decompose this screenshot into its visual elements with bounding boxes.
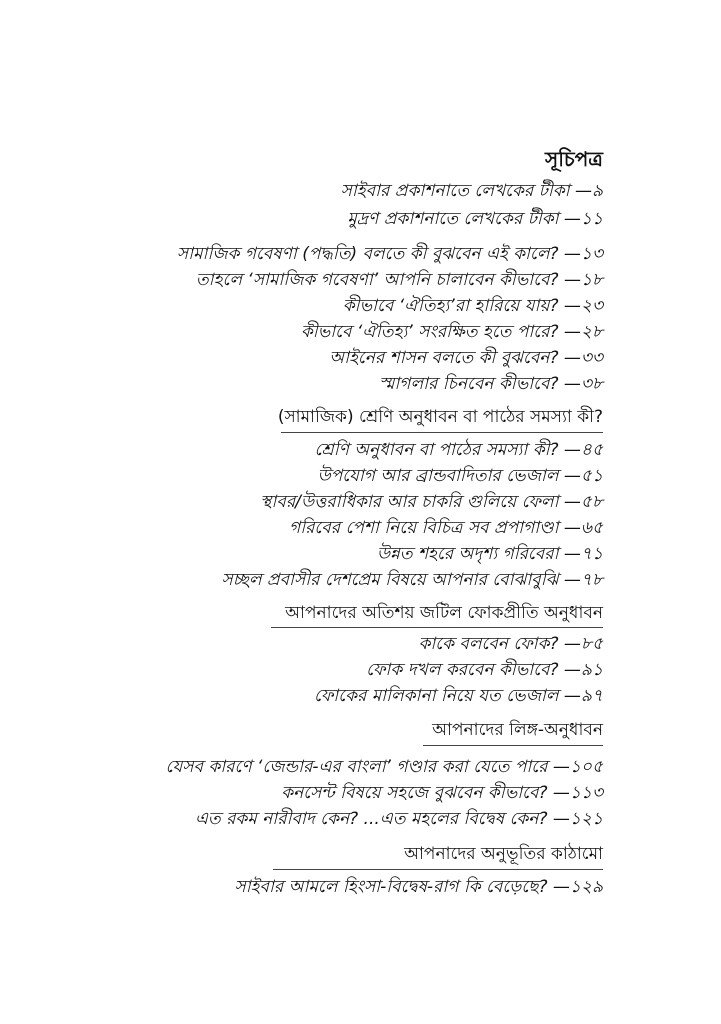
toc-entry: উপযোগ আর ব্রান্ডবাদিতার ভেজাল —৫১ bbox=[317, 466, 603, 486]
toc-entry: সাইবার প্রকাশনাতে লেখকের টীকা —৯ bbox=[340, 181, 603, 201]
section-heading: আপনাদের লিঙ্গ-অনুধাবন bbox=[432, 720, 603, 740]
page-title: সূচিপত্র bbox=[545, 147, 603, 171]
toc-entry: কনসেন্ট বিষয়ে সহজে বুঝবেন কীভাবে? —১১৩ bbox=[281, 783, 603, 803]
toc-entry: স্মাগলার চিনবেন কীভাবে? —৩৮ bbox=[378, 374, 603, 394]
toc-entry: এত রকম নারীবাদ কেন? ...এত মহলের বিদ্বেষ কেন? —১২১ bbox=[194, 809, 603, 829]
section-divider bbox=[423, 745, 603, 746]
toc-entry: ফোকের মালিকানা নিয়ে যত ভেজাল —৯৭ bbox=[313, 686, 603, 706]
toc-entry: উন্নত শহরে অদৃশ্য গরিবেরা —৭১ bbox=[376, 544, 603, 564]
toc-entry: স্থাবর/উত্তরাধিকার আর চাকরি গুলিয়ে ফেলা —৫৮ bbox=[260, 492, 603, 512]
toc-entry: ফোক দখল করবেন কীভাবে? —৯১ bbox=[366, 660, 603, 680]
section-divider bbox=[273, 869, 603, 870]
toc-entry: সামাজিক গবেষণা (পদ্ধতি) বলতে কী বুঝবেন এই কালে? —১৩ bbox=[176, 244, 603, 264]
toc-entry: সাইবার আমলে হিংসা-বিদ্বেষ-রাগ কি বেড়েছে? —১২৯ bbox=[234, 877, 603, 897]
toc-entry: তাহলে ‘সামাজিক গবেষণা’ আপনি চালাবেন কীভাবে? —১৮ bbox=[195, 270, 603, 290]
toc-entry: সচ্ছল প্রবাসীর দেশপ্রেম বিষয়ে আপনার বোঝাবুঝি —৭৮ bbox=[221, 570, 603, 590]
toc-entry: কাকে বলবেন ফোক? —৮৫ bbox=[418, 634, 603, 654]
section-heading: (সামাজিক) শ্রেণি অনুধাবন বা পাঠের সমস্যা কী? bbox=[277, 407, 603, 427]
section-heading: আপনাদের অতিশয় জটিল ফোকপ্রীতি অনুধাবন bbox=[285, 603, 603, 623]
toc-entry: যেসব কারণে ‘জেন্ডার-এর বাংলা’ গণ্ডার করা যেতে পারে —১০৫ bbox=[165, 757, 603, 777]
section-divider bbox=[271, 627, 603, 628]
toc-entry: কীভাবে ‘ঐতিহ্য’রা হারিয়ে যায়? —২৩ bbox=[342, 296, 603, 316]
toc-entry: কীভাবে ‘ঐতিহ্য’ সংরক্ষিত হতে পারে? —২৮ bbox=[300, 322, 603, 342]
toc-entry: শ্রেণি অনুধাবন বা পাঠের সমস্যা কী? —৪৫ bbox=[314, 440, 603, 460]
toc-entry: মুদ্রণ প্রকাশনাতে লেখকের টীকা —১১ bbox=[347, 209, 603, 229]
section-heading: আপনাদের অনুভূতির কাঠামো bbox=[404, 844, 603, 864]
section-divider bbox=[281, 432, 603, 433]
toc-entry: আইনের শাসন বলতে কী বুঝবেন? —৩৩ bbox=[329, 348, 603, 368]
toc-entry: গরিবের পেশা নিয়ে বিচিত্র সব প্রপাগাণ্ডা —৬৫ bbox=[289, 518, 603, 538]
